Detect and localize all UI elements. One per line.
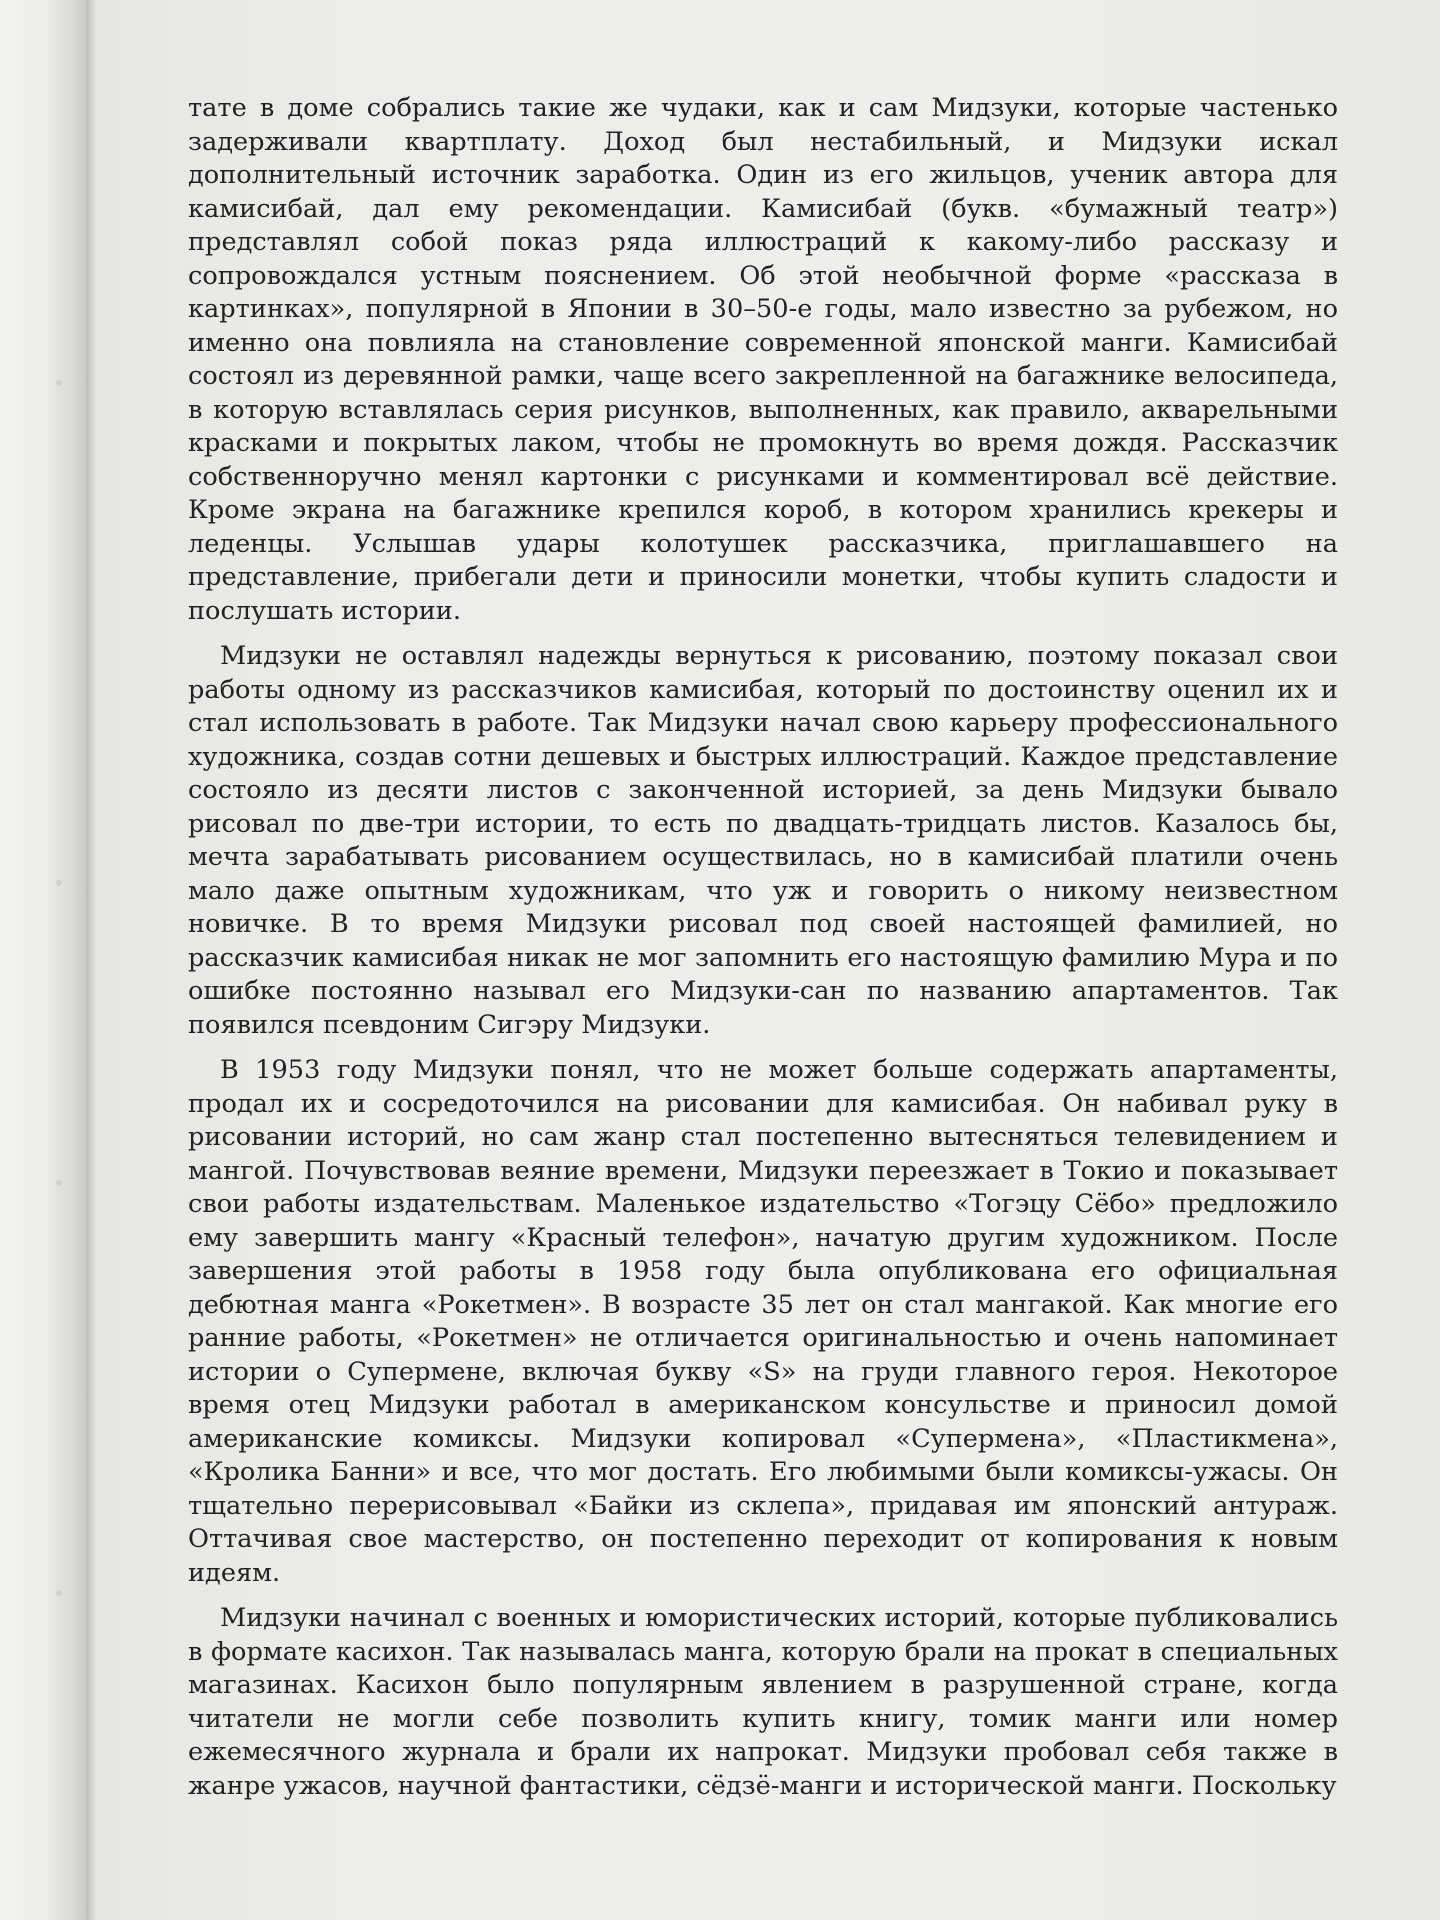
book-spine-fold <box>86 0 96 1920</box>
binding-hole <box>56 880 62 886</box>
paragraph-3: В 1953 году Мидзуки понял, что не может больше содержать апартаменты, продал их и сосредоточился на рисовании для камисибая. Он набивал руку в рисовании историй, но сам жанр стал постепенно вытесняться телевидением и мангой. Почувствовав веяние времени, Мидзуки переезжает в Токио и показывает свои работы издательствам. Маленькое издательство «Тогэцу Сёбо» предложило ему завершить мангу «Красный телефон», начатую другим художником. После завершения этой работы в 1958 году была опубликована его официальная дебютная манга «Рокетмен». В возрасте 35 лет он стал мангакой. Как многие его ранние работы, «Рокетмен» не отличается оригинальностью и очень напоминает истории о Супермене, включая букву «S» на груди главного героя. Некоторое время отец Мидзуки работал в американском консульстве и приносил домой американские комиксы. Мидзуки копировал «Супермена», «Пластикмена», «Кролика Банни» и все, что мог достать. Его любимыми были комиксы-ужасы. Он тщательно перерисовывал «Байки из склепа», придавая им японский антураж. Оттачивая свое мастерство, он постепенно переходит от копирования к новым идеям. <box>188 1055 1338 1588</box>
binding-hole <box>56 1590 62 1596</box>
book-page <box>96 0 1440 1920</box>
paragraph-2: Мидзуки не оставлял надежды вернуться к рисованию, поэтому показал свои работы одному из рассказчиков камисибая, который по достоинству оценил их и стал использовать в работе. Так Мидзуки начал свою карьеру профессионального художника, создав сотни дешевых и быстрых иллюстраций. Каждое представление состояло из десяти листов с законченной историей, за день Мидзуки бывало рисовал по две-три истории, то есть по двадцать-тридцать листов. Казалось бы, мечта зарабатывать рисованием осуществилась, но в камисибай платили очень мало даже опытным художникам, что уж и говорить о никому неизвестном новичке. В то время Мидзуки рисовал под своей настоящей фамилией, но рассказчик камисибая никак не мог запомнить его настоящую фамилию Мура и по ошибке постоянно называл его Мидзуки-сан по названию апартаментов. Так появился псевдоним Сигэру Мидзуки. <box>188 641 1338 1040</box>
body-text <box>188 92 1338 1803</box>
left-page-edge <box>0 0 90 1920</box>
binding-hole <box>56 380 62 386</box>
paragraph-1: тате в доме собрались такие же чудаки, как и сам Мидзуки, которые частенько задерживали квартплату. Доход был нестабильный, и Мидзуки искал дополнительный источник заработка. Один из его жильцов, ученик автора для камисибай, дал ему рекомендации. Камисибай (букв. «бумажный театр») представлял собой показ ряда иллюстраций к какому-либо рассказу и сопровождался устным пояснением. Об этой необычной форме «рассказа в картинках», популярной в Японии в 30–50-е годы, мало известно за рубежом, но именно она повлияла на становление современной японской манги. Камисибай состоял из деревянной рамки, чаще всего закрепленной на багажнике велосипеда, в которую вставлялась серия рисунков, выполненных, как правило, акварельными красками и покрытых лаком, чтобы не промокнуть во время дождя. Рассказчик собственноручно менял картонки с рисунками и комментировал всё действие. Кроме экрана на багажнике крепился короб, в котором хранились крекеры и леденцы. Услышав удары колотушек рассказчика, приглашавшего на представление, прибегали дети и приносили монетки, чтобы купить сладости и послушать истории. <box>188 93 1338 626</box>
binding-hole <box>56 1180 62 1186</box>
paragraph-4: Мидзуки начинал с военных и юмористических историй, которые публиковались в формате касихон. Так называлась манга, которую брали на прокат в специальных магазинах. Касихон было популярным явлением в разрушенной стране, когда читатели не могли себе позволить купить книгу, томик манги или номер ежемесячного журнала и брали их напрокат. Мидзуки пробовал себя также в жанре ужасов, научной фантастики, сёдзё-манги и исторической манги. Поскольку <box>188 1603 1338 1801</box>
